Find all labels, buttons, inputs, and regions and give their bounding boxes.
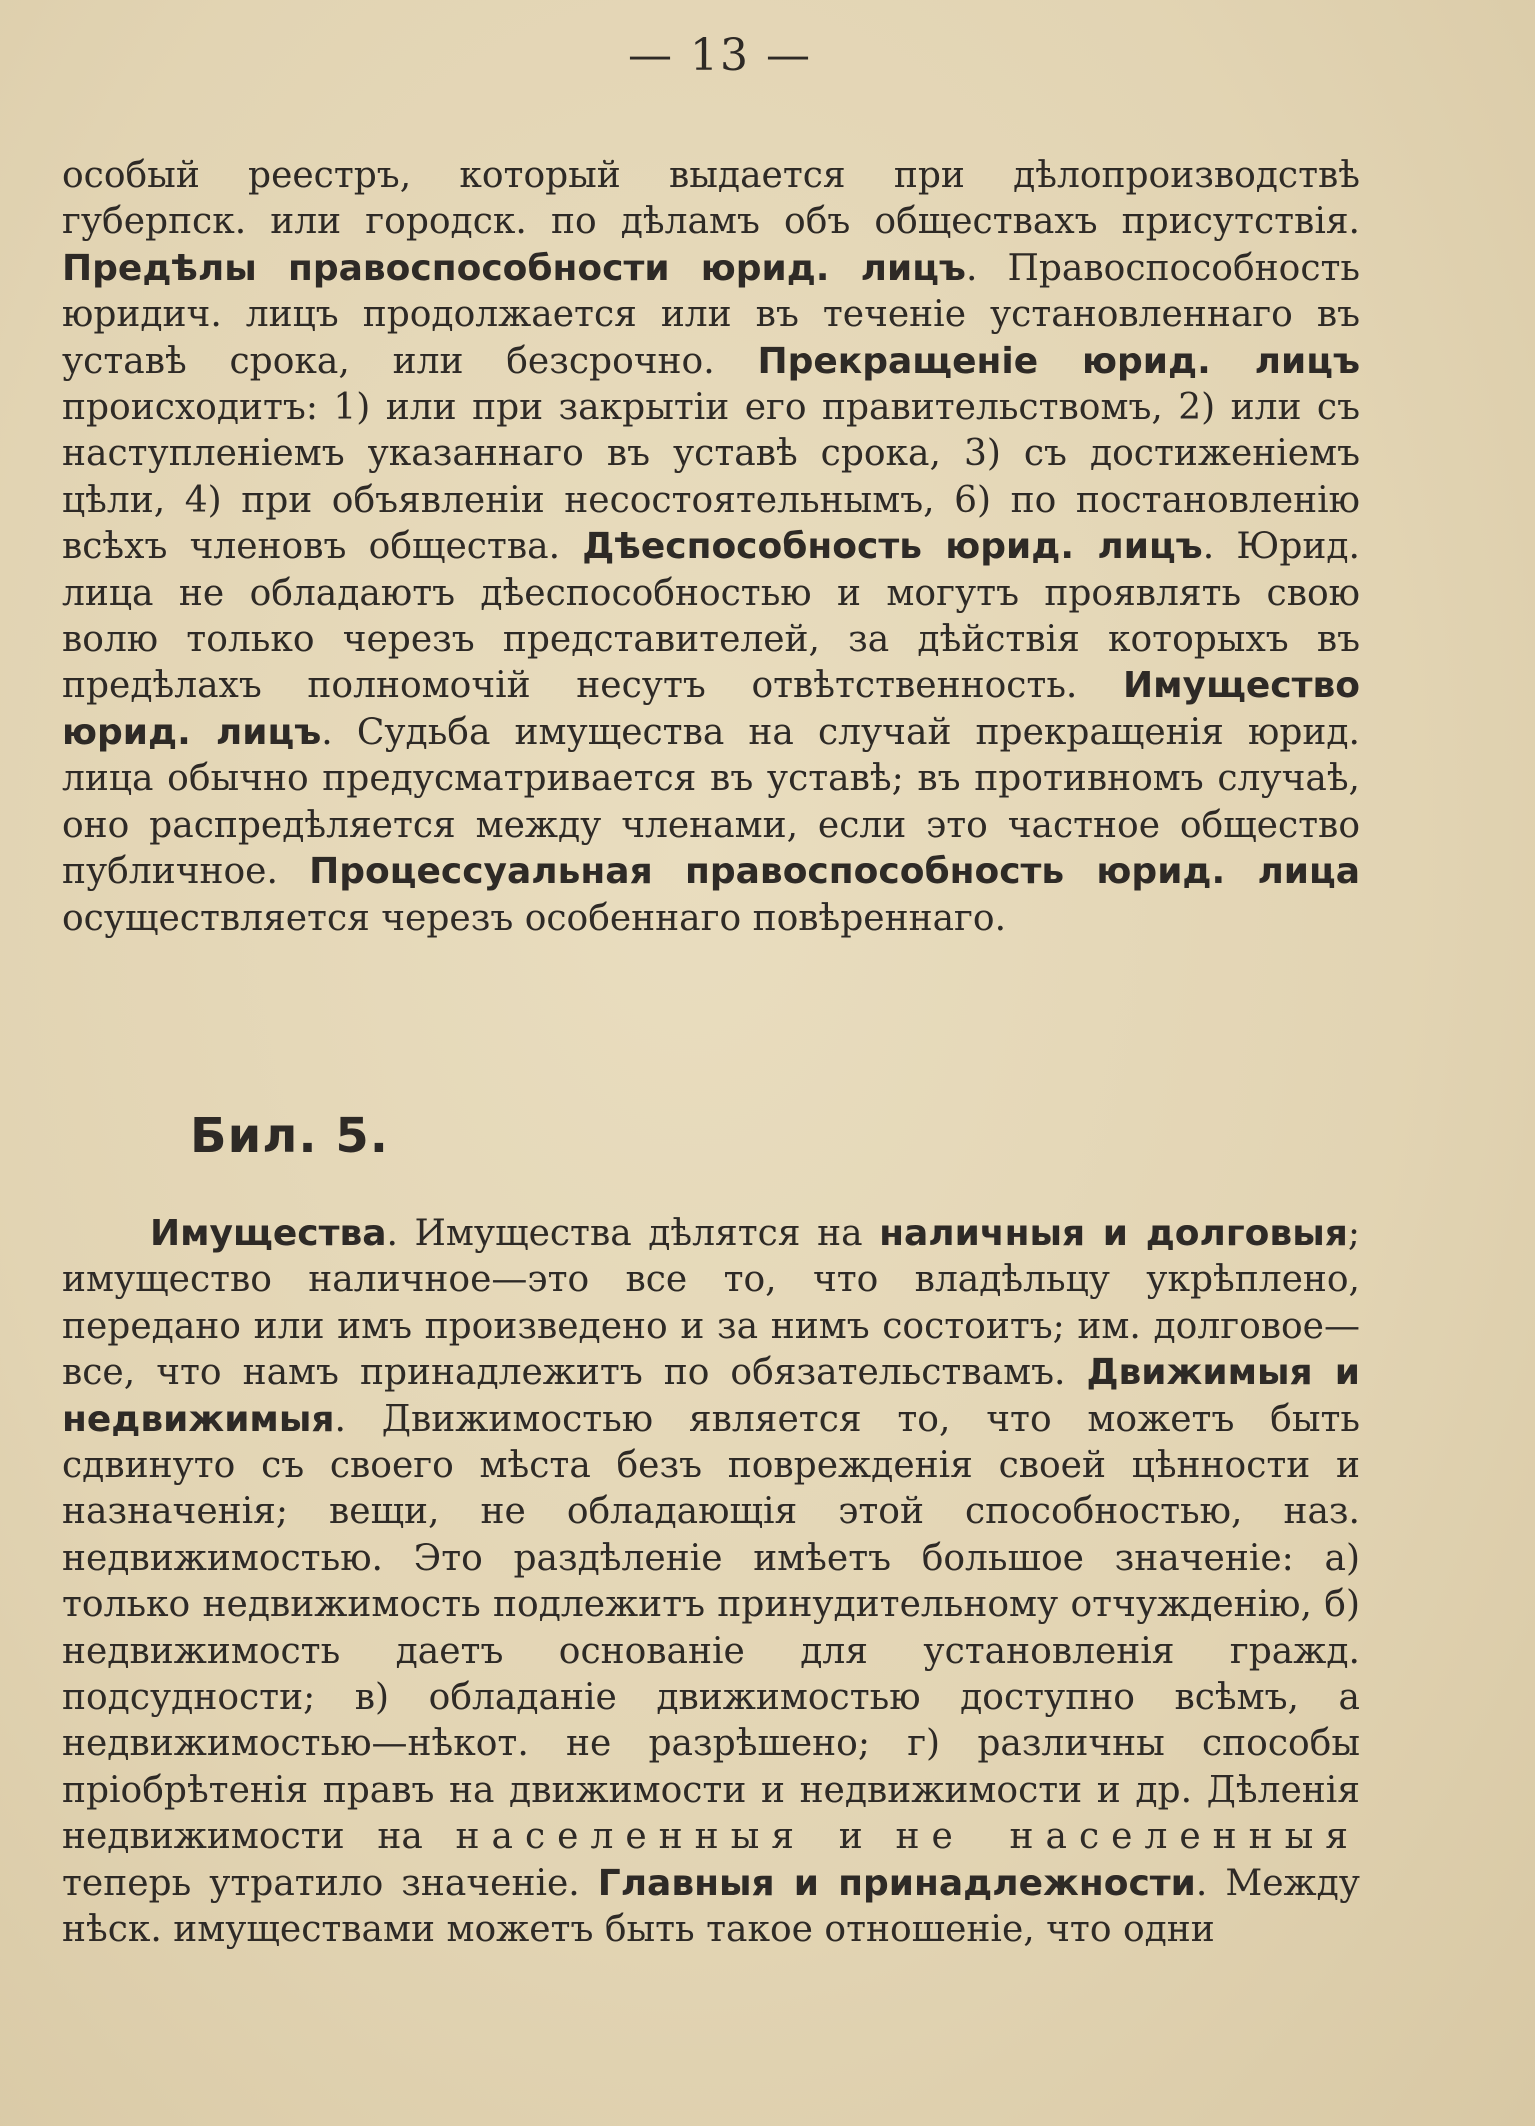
text-run: . Между нѣск. имуществами можетъ быть такое отношеніе, что одни bbox=[62, 1862, 1360, 1951]
ticket-heading: Бил. 5. bbox=[190, 1108, 389, 1164]
spaced-term: не населенныя bbox=[895, 1816, 1360, 1858]
bold-term: Дѣеспособность юрид. лицъ bbox=[582, 526, 1203, 568]
text-run: происходитъ: 1) или при закрытіи его правительствомъ, 2) или съ наступленіемъ указаннаго въ уставѣ срока, 3) съ достиженіемъ цѣли, 4) при объявленіи несостоятельнымъ, 6) по постановленію всѣхъ членовъ общества. bbox=[62, 387, 1360, 568]
text-run: . Имущества дѣлятся на bbox=[386, 1213, 880, 1254]
bold-term: Прекращеніе юрид. лицъ bbox=[757, 340, 1360, 382]
text-run: и bbox=[806, 1816, 896, 1858]
page-number: — 13 — bbox=[628, 30, 812, 81]
text-run: . Юрид. лица не обладаютъ дѣеспособностью и могутъ проявлять свою волю только черезъ представителей, за дѣйствія которыхъ въ предѣлахъ полномочій несутъ отвѣтственность. bbox=[62, 526, 1360, 707]
text-run: особый реестръ, который выдается при дѣлопроизводствѣ губерпск. или городск. по дѣламъ объ обществахъ присутствія. bbox=[62, 155, 1360, 243]
spaced-term: населенныя bbox=[455, 1816, 806, 1858]
bold-term: наличныя и долговыя bbox=[879, 1213, 1348, 1254]
bold-term: Процессуальная правоспособность юрид. лица bbox=[309, 851, 1361, 893]
text-run: . Правоспособность юридич. лицъ продолжается или въ теченіе установленнаго въ уставѣ срока, или безсрочно. bbox=[62, 247, 1361, 382]
bold-term: Предѣлы правоспособности юрид. лицъ bbox=[62, 247, 966, 289]
bold-term: Имущества bbox=[150, 1213, 387, 1254]
paragraph-legal-entities bbox=[62, 153, 1360, 942]
paragraph-property bbox=[62, 1211, 1360, 1954]
text-run: . Движимостью является то, что можетъ быть сдвинуто съ своего мѣста безъ поврежденія своей цѣнности и назначенія; вещи, не обладающія этой способностью, наз. недвижимостью. Это раздѣленіе имѣетъ большое значеніе: а) только недвижимость подлежитъ принудительному отчужденію, б) недвижимость даетъ основаніе для установленія гражд. подсудности; в) обладаніе движимостью доступно всѣмъ, а недвижимостью—нѣкот. не разрѣшено; г) различны способы пріобрѣтенія правъ на движимости и недвижимости и др. Дѣленія недвижимости на bbox=[62, 1398, 1360, 1858]
bold-term: Главныя и принадлежности bbox=[597, 1862, 1196, 1904]
text-run: осуществляется черезъ особеннаго повѣреннаго. bbox=[62, 897, 1007, 939]
text-run: ; имущество наличное—это все то, что владѣльцу укрѣплено, передано или имъ произведено и за нимъ состоитъ; им. долговое—все, что намъ принадлежитъ по обязательствамъ. bbox=[62, 1213, 1360, 1394]
bold-term: Имущество юрид. лицъ bbox=[62, 665, 1360, 753]
text-run: теперь утратило значеніе. bbox=[62, 1862, 598, 1904]
bold-term: Движимыя и недвижимыя bbox=[62, 1352, 1360, 1440]
text-run: . Судьба имущества на случай прекращенія юрид. лица обычно предусматривается въ уставѣ; въ противномъ случаѣ, оно распредѣляется между членами, если это частное общество публичное. bbox=[62, 711, 1360, 893]
